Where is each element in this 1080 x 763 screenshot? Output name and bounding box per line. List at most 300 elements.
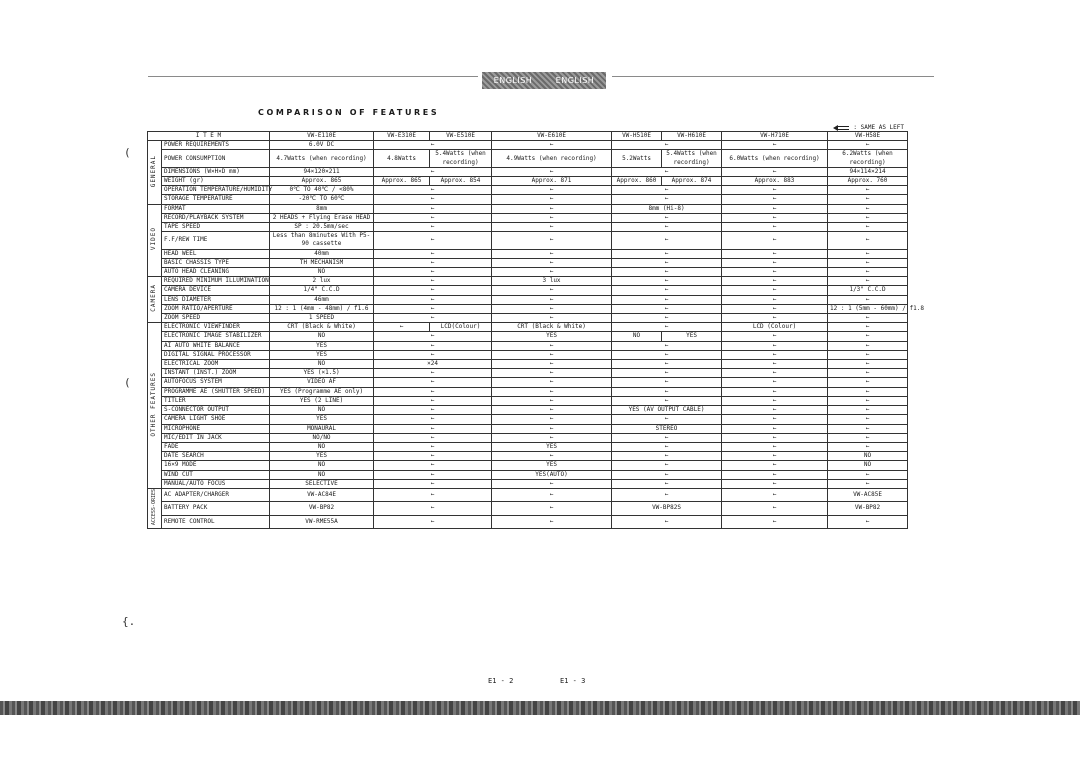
feature-name: DIGITAL SIGNAL PROCESSOR (162, 350, 270, 359)
cell-value: ← (612, 286, 722, 295)
cell-value: ← (492, 186, 612, 195)
cell-value: ← (828, 213, 908, 222)
feature-name: S-CONNECTOR OUTPUT (162, 406, 270, 415)
cell-value: ← (828, 442, 908, 451)
table-row (148, 488, 908, 501)
cell-value: ← (612, 341, 722, 350)
table-row (148, 387, 908, 396)
cell-value: NO (828, 452, 908, 461)
feature-name: FADE (162, 442, 270, 451)
cell-value: ← (722, 406, 828, 415)
feature-name: F.F/REW TIME (162, 232, 270, 249)
table-row (148, 141, 908, 150)
cell-value: ← (828, 323, 908, 332)
cell-value: ← (492, 415, 612, 424)
cell-value: ← (374, 442, 492, 451)
cell-value: ← (828, 350, 908, 359)
cell-value: ← (722, 232, 828, 249)
cell-value: ← (374, 195, 492, 204)
cell-value: STEREO (612, 424, 722, 433)
cell-value: ← (722, 387, 828, 396)
legend (833, 124, 904, 131)
table-row (148, 167, 908, 176)
table-row (148, 304, 908, 313)
cell-value: ← (612, 258, 722, 267)
cell-value: YES (270, 452, 374, 461)
cell-value: ← (722, 277, 828, 286)
cell-value: ← (722, 249, 828, 258)
cell-value: Approx. 874 (662, 177, 722, 186)
feature-name: POWER CONSUMPTION (162, 150, 270, 167)
cell-value: Approx. 865 (270, 177, 374, 186)
cell-value: ← (374, 186, 492, 195)
feature-name: DIMENSIONS (W×H×D mm) (162, 167, 270, 176)
table-row (148, 204, 908, 213)
cell-value: Approx. 883 (722, 177, 828, 186)
table-row (148, 323, 908, 332)
cell-value: ← (612, 470, 722, 479)
column-header-model: VW-E310E (374, 132, 430, 141)
cell-value: SELECTIVE (270, 479, 374, 488)
table-row (148, 452, 908, 461)
cell-value: ← (492, 488, 612, 501)
cell-value: ← (374, 406, 492, 415)
cell-value: Approx. 860 (612, 177, 662, 186)
cell-value: ← (722, 258, 828, 267)
cell-value: Less than 8minutes With P5-90 cassette (270, 232, 374, 249)
cell-value: ← (612, 277, 722, 286)
column-header-model: VW-H710E (722, 132, 828, 141)
cell-value: ← (612, 442, 722, 451)
column-header-model: VW-E110E (270, 132, 374, 141)
cell-value: NO (270, 360, 374, 369)
cell-value: ← (722, 424, 828, 433)
cell-value: ← (492, 360, 612, 369)
table-row (148, 286, 908, 295)
cell-value: YES (270, 415, 374, 424)
cell-value: ← (492, 433, 612, 442)
table-row (148, 195, 908, 204)
feature-name: WEIGHT (gr) (162, 177, 270, 186)
cell-value: ← (828, 479, 908, 488)
cell-value: ← (374, 314, 492, 323)
cell-value: ← (612, 461, 722, 470)
table-row (148, 424, 908, 433)
cell-value: ← (722, 268, 828, 277)
cell-value: ← (722, 295, 828, 304)
cell-value: ← (828, 470, 908, 479)
cell-value: ← (374, 223, 492, 232)
cell-value: ← (612, 295, 722, 304)
feature-name: STORAGE TEMPERATURE (162, 195, 270, 204)
cell-value: NO (270, 442, 374, 451)
table-row (148, 369, 908, 378)
page-title: COMPARISON OF FEATURES (258, 108, 440, 117)
cell-value: ← (374, 461, 492, 470)
scan-bottom-band (0, 701, 1080, 715)
table-row (148, 502, 908, 515)
cell-value: 12 : 1 (4mm - 48mm) / f1.6 (270, 304, 374, 313)
cell-value: ← (612, 515, 722, 528)
cell-value: ← (374, 213, 492, 222)
cell-value: YES (270, 350, 374, 359)
cell-value: ← (492, 452, 612, 461)
margin-bracket-mark: {. (122, 615, 136, 628)
legend-text: : SAME AS LEFT (853, 124, 904, 131)
cell-value: ← (828, 369, 908, 378)
cell-value: ← (722, 360, 828, 369)
feature-name: WIND CUT (162, 470, 270, 479)
cell-value: ← (374, 304, 492, 313)
cell-value: ← (722, 350, 828, 359)
cell-value: ← (492, 195, 612, 204)
feature-name: CAMERA DEVICE (162, 286, 270, 295)
table-row (148, 258, 908, 267)
cell-value: ← (612, 378, 722, 387)
feature-name: AC ADAPTER/CHARGER (162, 488, 270, 501)
cell-value: ← (828, 360, 908, 369)
feature-name: MICROPHONE (162, 424, 270, 433)
cell-value: YES (492, 442, 612, 451)
cell-value: ← (828, 424, 908, 433)
table-row (148, 461, 908, 470)
feature-name: AUTOFOCUS SYSTEM (162, 378, 270, 387)
cell-value: ← (374, 295, 492, 304)
cell-value: Approx. 760 (828, 177, 908, 186)
cell-value: YES (492, 461, 612, 470)
table-row (148, 406, 908, 415)
feature-name: ZOOM RATIO/APERTURE (162, 304, 270, 313)
cell-value: ← (828, 204, 908, 213)
cell-value: ← (612, 213, 722, 222)
cell-value: VW-BP82S (612, 502, 722, 515)
cell-value: Approx. 854 (430, 177, 492, 186)
cell-value: VW-BP82 (828, 502, 908, 515)
cell-value: ← (612, 268, 722, 277)
cell-value: ← (492, 424, 612, 433)
feature-name: ELECTRONIC IMAGE STABILIZER (162, 332, 270, 341)
cell-value: Approx. 865 (374, 177, 430, 186)
cell-value: ← (374, 515, 492, 528)
cell-value: 40mm (270, 249, 374, 258)
cell-value: NO (270, 406, 374, 415)
feature-name: AUTO HEAD CLEANING (162, 268, 270, 277)
cell-value: ← (374, 369, 492, 378)
cell-value: ← (612, 479, 722, 488)
cell-value: ← (374, 341, 492, 350)
cell-value: ← (722, 515, 828, 528)
column-header-item: I T E M (148, 132, 270, 141)
cell-value: ← (492, 369, 612, 378)
cell-value: ← (722, 141, 828, 150)
cell-value: ← (722, 452, 828, 461)
feature-name: 16×9 MODE (162, 461, 270, 470)
cell-value: 1/4" C.C.D (270, 286, 374, 295)
feature-name: DATE SEARCH (162, 452, 270, 461)
margin-bracket-mark: ( (124, 146, 131, 159)
top-rule-left (148, 76, 478, 77)
cell-value: TH MECHANISM (270, 258, 374, 267)
cell-value: ← (722, 213, 828, 222)
cell-value: ← (374, 232, 492, 249)
cell-value: ← (492, 295, 612, 304)
cell-value: 46mm (270, 295, 374, 304)
cell-value: ← (722, 502, 828, 515)
cell-value: ← (612, 433, 722, 442)
cell-value: ← (374, 502, 492, 515)
cell-value: ← (374, 332, 492, 341)
cell-value: ← (828, 277, 908, 286)
table-row (148, 341, 908, 350)
cell-value: ← (722, 479, 828, 488)
cell-value: ← (492, 479, 612, 488)
cell-value: ← (828, 223, 908, 232)
cell-value: YES(AUTO) (492, 470, 612, 479)
feature-name: INSTANT (INST.) ZOOM (162, 369, 270, 378)
same-as-left-arrow-icon (833, 125, 849, 131)
feature-name: REMOTE CONTROL (162, 515, 270, 528)
cell-value: -20℃ TO 60℃ (270, 195, 374, 204)
cell-value: NO (270, 470, 374, 479)
cell-value: ← (374, 396, 492, 405)
feature-name: ELECTRONIC VIEWFINDER (162, 323, 270, 332)
cell-value: ← (722, 396, 828, 405)
table-row (148, 213, 908, 222)
cell-value: ← (828, 515, 908, 528)
cell-value: ← (374, 167, 492, 176)
feature-name: TAPE SPEED (162, 223, 270, 232)
cell-value: ← (828, 268, 908, 277)
margin-bracket-mark: ( (124, 376, 131, 389)
cell-value: ← (492, 304, 612, 313)
cell-value: ← (722, 433, 828, 442)
table-row (148, 479, 908, 488)
table-row (148, 360, 908, 369)
cell-value: ← (828, 387, 908, 396)
cell-value: ← (828, 378, 908, 387)
cell-value: ← (612, 223, 722, 232)
cell-value: 94×114×214 (828, 167, 908, 176)
cell-value: NO/NO (270, 433, 374, 442)
cell-value: ← (828, 186, 908, 195)
cell-value: ← (612, 323, 722, 332)
cell-value: 5.4Watts (when recording) (662, 150, 722, 167)
feature-name: ELECTRICAL ZOOM (162, 360, 270, 369)
cell-value: 8mm (270, 204, 374, 213)
cell-value: ← (612, 186, 722, 195)
cell-value: ← (492, 258, 612, 267)
lang-label-right: ENGLISH (555, 76, 595, 85)
cell-value: ← (492, 515, 612, 528)
cell-value: ← (374, 424, 492, 433)
cell-value: ← (828, 258, 908, 267)
cell-value: ← (492, 314, 612, 323)
cell-value: VW-RME55A (270, 515, 374, 528)
table-row (148, 433, 908, 442)
feature-name: CAMERA LIGHT SHOE (162, 415, 270, 424)
table-row (148, 332, 908, 341)
cell-value: VW-AC85E (828, 488, 908, 501)
cell-value: ← (722, 415, 828, 424)
top-rule-right (612, 76, 934, 77)
cell-value: SP : 20.5mm/sec (270, 223, 374, 232)
feature-name: MANUAL/AUTO FOCUS (162, 479, 270, 488)
column-header-model: VW-E610E (492, 132, 612, 141)
cell-value: ← (722, 332, 828, 341)
cell-value: ← (492, 406, 612, 415)
cell-value: ← (612, 232, 722, 249)
cell-value: 94×120×211 (270, 167, 374, 176)
cell-value: 5.4Watts (when recording) (430, 150, 492, 167)
cell-value: LCD(Colour) (430, 323, 492, 332)
cell-value: ← (612, 249, 722, 258)
page-number-left: E1 - 2 (488, 677, 514, 685)
cell-value: ← (722, 304, 828, 313)
cell-value: ← (722, 470, 828, 479)
cell-value: ← (722, 314, 828, 323)
cell-value: YES (2 LINE) (270, 396, 374, 405)
cell-value: ← (612, 415, 722, 424)
cell-value: ← (374, 141, 492, 150)
cell-value: YES (AV OUTPUT CABLE) (612, 406, 722, 415)
cell-value: ← (374, 286, 492, 295)
cell-value: 6.0V DC (270, 141, 374, 150)
cell-value: ← (612, 350, 722, 359)
cell-value: ← (374, 479, 492, 488)
table-row (148, 232, 908, 249)
table-row (148, 177, 908, 186)
table-row (148, 186, 908, 195)
cell-value: ← (492, 213, 612, 222)
cell-value: 1 SPEED (270, 314, 374, 323)
cell-value: ← (612, 141, 722, 150)
cell-value: YES (270, 341, 374, 350)
cell-value: ← (374, 204, 492, 213)
cell-value: ← (492, 350, 612, 359)
table-row (148, 150, 908, 167)
feature-name: AI AUTO WHITE BALANCE (162, 341, 270, 350)
cell-value: ← (722, 378, 828, 387)
cell-value: ← (374, 415, 492, 424)
cell-value: ← (828, 314, 908, 323)
feature-name: BATTERY PACK (162, 502, 270, 515)
table-row (148, 470, 908, 479)
cell-value: ← (374, 268, 492, 277)
cell-value: ← (374, 488, 492, 501)
cell-value: ← (492, 341, 612, 350)
group-label-camera: CAMERA (148, 277, 162, 323)
group-label-accessories: ACCESS-ORIES (148, 488, 162, 528)
cell-value: 2 HEADS + Flying Erase HEAD (270, 213, 374, 222)
cell-value: ← (374, 323, 430, 332)
cell-value: VW-AC84E (270, 488, 374, 501)
cell-value: ← (492, 204, 612, 213)
table-row (148, 223, 908, 232)
feature-name: PROGRAMME AE (SHUTTER SPEED) (162, 387, 270, 396)
cell-value: LCD (Colour) (722, 323, 828, 332)
cell-value: ← (828, 332, 908, 341)
feature-name: POWER REQUIREMENTS (162, 141, 270, 150)
cell-value: ← (722, 461, 828, 470)
cell-value: YES (×1.5) (270, 369, 374, 378)
cell-value: ← (492, 141, 612, 150)
table-row (148, 249, 908, 258)
cell-value: ← (374, 258, 492, 267)
features-table (147, 131, 924, 529)
cell-value: 6.0Watts (when recording) (722, 150, 828, 167)
table-row (148, 277, 908, 286)
feature-name: BASIC CHASSIS TYPE (162, 258, 270, 267)
cell-value: ← (374, 452, 492, 461)
cell-value: 4.7Watts (when recording) (270, 150, 374, 167)
cell-value: YES (662, 332, 722, 341)
feature-name: TITLER (162, 396, 270, 405)
cell-value: ← (828, 249, 908, 258)
cell-value: ← (828, 396, 908, 405)
cell-value: CRT (Black & White) (492, 323, 612, 332)
cell-value: 4.8Watts (374, 150, 430, 167)
cell-value: NO (828, 461, 908, 470)
cell-value: ← (828, 415, 908, 424)
cell-value: ← (612, 360, 722, 369)
cell-value: ← (374, 378, 492, 387)
table-row (148, 442, 908, 451)
cell-value: ×24 (374, 360, 492, 369)
group-label-other-features: OTHER FEATURES (148, 323, 162, 489)
cell-value: ← (722, 369, 828, 378)
feature-name: FORMAT (162, 204, 270, 213)
cell-value: 3 lux (492, 277, 612, 286)
cell-value: 12 : 1 (5mm - 60mm) / f1.8 (828, 304, 908, 313)
cell-value: ← (492, 249, 612, 258)
cell-value: ← (492, 232, 612, 249)
feature-name: LENS DIAMETER (162, 295, 270, 304)
cell-value: ← (612, 195, 722, 204)
cell-value: NO (612, 332, 662, 341)
cell-value: ← (374, 387, 492, 396)
cell-value: ← (612, 387, 722, 396)
column-header-model: VW-E510E (430, 132, 492, 141)
cell-value: ← (492, 378, 612, 387)
cell-value: ← (492, 286, 612, 295)
cell-value: ← (374, 470, 492, 479)
table-row (148, 295, 908, 304)
cell-value: VIDEO AF (270, 378, 374, 387)
table-row (148, 378, 908, 387)
page-number-right: E1 - 3 (560, 677, 586, 685)
cell-value: ← (612, 396, 722, 405)
cell-value: 6.2Watts (when recording) (828, 150, 908, 167)
feature-name: RECORD/PLAYBACK SYSTEM (162, 213, 270, 222)
cell-value: 4.9Watts (when recording) (492, 150, 612, 167)
cell-value: ← (722, 195, 828, 204)
table-row (148, 415, 908, 424)
cell-value: MONAURAL (270, 424, 374, 433)
cell-value: ← (828, 141, 908, 150)
cell-value: 5.2Watts (612, 150, 662, 167)
cell-value: NO (270, 461, 374, 470)
cell-value: CRT (Black & White) (270, 323, 374, 332)
cell-value: ← (612, 452, 722, 461)
cell-value: ← (612, 488, 722, 501)
cell-value: ← (722, 186, 828, 195)
cell-value: ← (722, 286, 828, 295)
cell-value: 0℃ TO 40℃ / <80% (270, 186, 374, 195)
cell-value: ← (374, 433, 492, 442)
cell-value: ← (828, 295, 908, 304)
cell-value: ← (722, 167, 828, 176)
cell-value: 2 lux (270, 277, 374, 286)
